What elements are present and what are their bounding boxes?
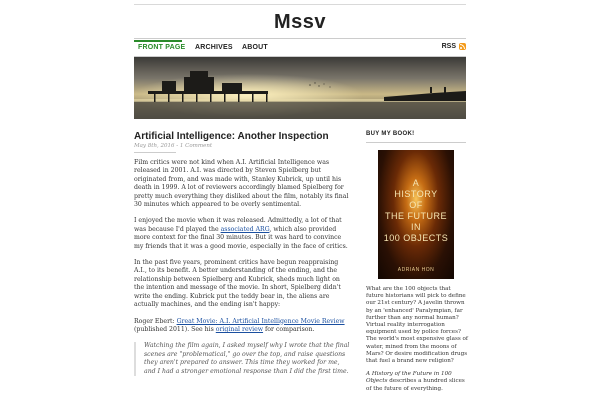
nav-front-page[interactable]: FRONT PAGE xyxy=(138,44,186,51)
nav-archives[interactable]: ARCHIVES xyxy=(195,44,233,51)
sidebar-paragraph-1: What are the 100 objects that future historians will pick to define our 21st century? A javelin thrown by an 'enhanced' Paralympian, far further than any normal human? Virtual reality interrogation equipment used by police forces? The world's most expensive glass of water, mined from the moons of Mars? Or desire modification drugs that fuel a brand new religion? xyxy=(366,286,468,365)
main-nav xyxy=(134,40,466,56)
book-cover[interactable] xyxy=(378,150,454,279)
cover-title-line: OF xyxy=(409,200,423,210)
book-title-italic: A History of the Future in 100 Objects xyxy=(366,371,452,385)
post-content xyxy=(134,159,352,376)
post-meta: May 8th, 2016 - 1 Comment xyxy=(134,143,213,149)
post-paragraph-1: Film critics were not kind when A.I. Artificial Intelligence was released in 2001. A.I. was directed by Steven Spielberg but originated from, and was made with, Stanley Kubrick, up until his death in 1999. A lot of reviewers accordingly blamed Spielberg for pretty much everything they disliked about the film, notably its final 30 minutes which appeared to be overly sentimental. xyxy=(134,159,349,209)
blockquote: Watching the film again, I asked myself why I wrote that the final scenes are "problematical," go over the top, and raise questions they aren't prepared to answer. This time they worked for me, and I had a stronger emotional response than I did the first time. xyxy=(134,342,352,376)
top-rule xyxy=(134,4,466,5)
sidebar-divider xyxy=(366,142,466,143)
cover-title-line: IN xyxy=(411,222,421,232)
rss-label: RSS xyxy=(441,43,456,50)
p2-text-after: , which also provided more context for the final 30 minutes. But it was hard to convince my friends that it was a good movie, especially in the face of critics. xyxy=(134,225,348,250)
cover-title-line: 100 OBJECTS xyxy=(383,233,449,243)
p4-text-mid: (published 2011). See his xyxy=(134,325,216,333)
rss-link[interactable] xyxy=(442,43,466,50)
post-title[interactable]: Artificial Intelligence: Another Inspection xyxy=(134,131,329,142)
post-paragraph-3: In the past five years, prominent critics have begun reappraising A.I., to its benefit. A better understanding of the ending, and the relationship between Spielberg and Kubrick, sheds much light on the intention and message of the movie. In short, Spielberg didn't write the ending. Kubrick put the teddy bear in, the aliens are actually machines, and the ending isn't happy: xyxy=(134,259,341,309)
sidebar-p2-rest: describes a hundred slices of the future of everything. xyxy=(366,378,465,392)
rss-icon xyxy=(459,43,466,50)
book-cover-author: ADRIAN HON xyxy=(397,267,435,273)
nav-top-rule xyxy=(134,38,466,39)
active-indicator xyxy=(134,40,182,42)
sidebar-description xyxy=(366,286,468,399)
sidebar-heading: BUY MY BOOK! xyxy=(366,131,415,137)
ebert-review-link[interactable]: Great Movie: A.I. Artificial Intelligence Movie Review xyxy=(176,317,345,325)
nav-about[interactable]: ABOUT xyxy=(242,44,268,51)
p2-text-before: I enjoyed the movie when it was released. Admittedly, a lot of that was because I'd played the xyxy=(134,217,342,233)
book-cover-title xyxy=(378,178,454,244)
cover-title-line: HISTORY xyxy=(394,189,438,199)
meta-divider xyxy=(134,152,176,153)
cover-title-line: A xyxy=(412,178,420,188)
header-banner xyxy=(134,57,466,119)
post-paragraph-4 xyxy=(134,318,352,335)
site-title[interactable]: Mssv xyxy=(273,11,327,33)
p4-text-after: for comparison. xyxy=(263,325,315,333)
p4-text-before: Roger Ebert: xyxy=(134,317,177,325)
original-review-link[interactable]: original review xyxy=(215,325,264,333)
associated-arg-link[interactable]: associated ARG xyxy=(220,225,270,233)
post-paragraph-2 xyxy=(134,217,352,251)
pier-photo-icon xyxy=(134,57,466,119)
sidebar-paragraph-2 xyxy=(366,371,468,393)
cover-title-line: THE FUTURE xyxy=(385,211,447,221)
